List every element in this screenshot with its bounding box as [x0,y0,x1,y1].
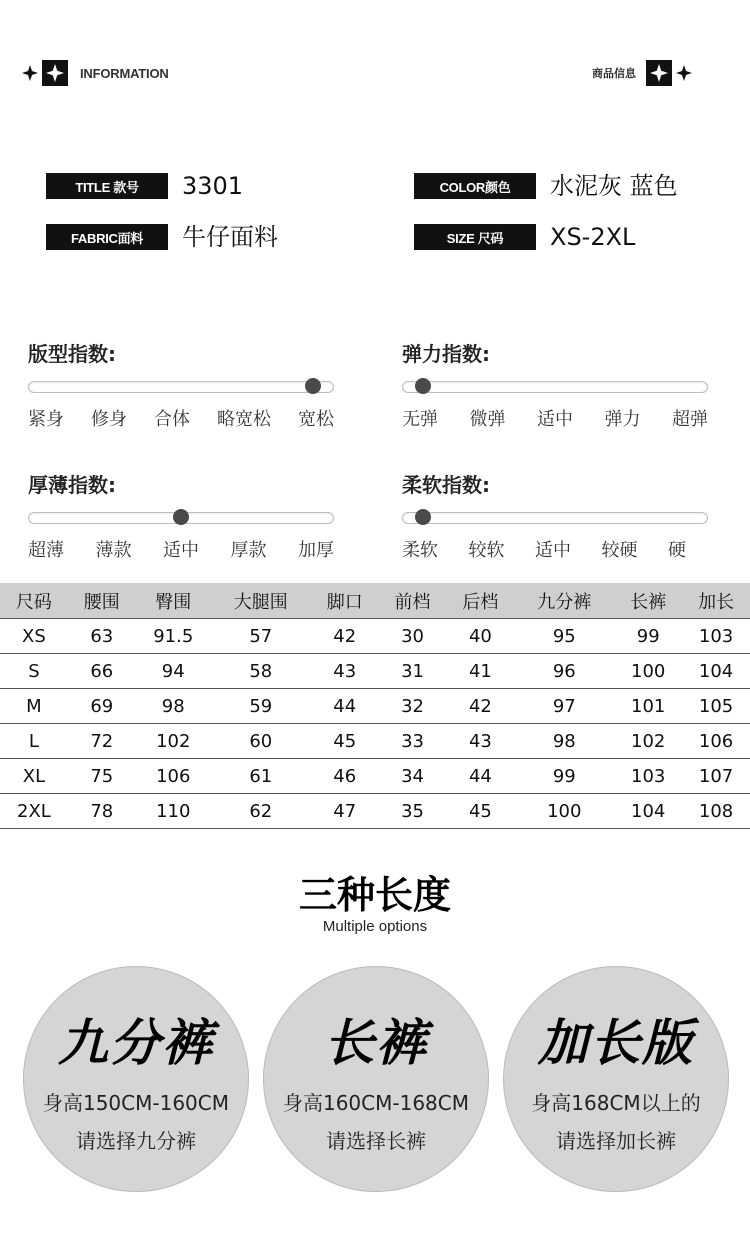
length-option-long [503,966,729,1192]
table-cell: 58 [211,654,311,689]
sparkle-icon [22,65,38,81]
table-row [0,759,750,794]
thickness-index-title: 厚薄指数: [28,473,116,497]
fabric-tag: FABRIC面料 [46,224,168,250]
thickness-index [28,469,334,562]
title-value: 3301 [182,172,244,200]
table-cell: 106 [682,724,750,759]
index-label: 薄款 [95,540,132,561]
table-cell: 41 [446,654,514,689]
table-cell: 30 [379,619,447,654]
size-tag: SIZE 尺码 [414,224,536,250]
table-cell: S [0,654,68,689]
table-cell: 75 [68,759,136,794]
table-cell: 100 [514,794,614,829]
header-information-label: INFORMATION [80,65,169,81]
table-cell: 104 [614,794,682,829]
table-cell: 94 [136,654,211,689]
table-cell: XL [0,759,68,794]
table-cell: 104 [682,654,750,689]
table-cell: 110 [136,794,211,829]
index-label: 硬 [668,540,686,561]
table-cell: 78 [68,794,136,829]
table-cell: 43 [446,724,514,759]
sparkle-box-icon [646,60,672,86]
table-cell: 46 [311,759,379,794]
thickness-index-knob [173,509,189,525]
table-header-cell: 长裤 [614,583,682,619]
sparkle-box-icon [42,60,68,86]
elasticity-index-labels [402,405,708,431]
table-cell: 60 [211,724,311,759]
table-cell: 102 [136,724,211,759]
table-cell: 105 [682,689,750,724]
table-cell: 45 [446,794,514,829]
table-cell: XS [0,619,68,654]
table-cell: 33 [379,724,447,759]
index-label: 无弹 [402,409,438,430]
table-header-cell: 大腿围 [211,583,311,619]
lengths-title: 三种长度 [298,873,451,917]
table-cell: 97 [514,689,614,724]
index-label: 紧身 [28,409,64,430]
fit-index-labels [28,405,334,431]
table-header-cell: 脚口 [311,583,379,619]
table-row [0,619,750,654]
fit-index-title: 版型指数: [28,342,116,366]
table-cell: 62 [211,794,311,829]
table-cell: 32 [379,689,447,724]
softness-index-labels [402,536,708,562]
color-value: 水泥灰 蓝色 [550,172,678,200]
index-label: 宽松 [298,409,334,430]
index-label: 超弹 [672,409,708,430]
lengths-subtitle: Multiple options [322,918,428,935]
fabric-value: 牛仔面料 [182,223,278,251]
index-label: 合体 [154,409,190,430]
index-label: 微弹 [469,409,506,430]
table-header-cell: 前档 [379,583,447,619]
length-option-height: 身高150CM-160CM [42,1091,229,1115]
table-cell: 107 [682,759,750,794]
length-option-cropped [23,966,249,1192]
table-cell: 99 [514,759,614,794]
elasticity-index [402,338,708,431]
index-label: 略宽松 [217,409,271,430]
size-table [0,583,750,829]
table-cell: L [0,724,68,759]
table-cell: 31 [379,654,447,689]
index-label: 适中 [537,409,573,430]
table-cell: 35 [379,794,447,829]
table-cell: 108 [682,794,750,829]
table-cell: 101 [614,689,682,724]
table-header-cell: 臀围 [136,583,211,619]
title-tag: TITLE 款号 [46,173,168,199]
table-cell: 72 [68,724,136,759]
index-label: 修身 [91,409,127,430]
table-cell: 44 [446,759,514,794]
length-option-hint: 请选择加长裤 [556,1129,676,1153]
softness-index-knob [415,509,431,525]
table-cell: 2XL [0,794,68,829]
table-cell: 57 [211,619,311,654]
index-label: 柔软 [402,540,438,561]
color-tag: COLOR颜色 [414,173,536,199]
table-cell: 63 [68,619,136,654]
header-right [592,60,692,86]
table-cell: 103 [682,619,750,654]
softness-index-track [402,512,708,524]
header-product-info-label: 商品信息 [592,67,636,80]
fit-index-track [28,381,334,393]
thickness-index-labels [28,536,334,562]
softness-index-title: 柔软指数: [402,473,490,497]
elasticity-index-track [402,381,708,393]
index-label: 较软 [468,540,505,561]
size-value: XS-2XL [550,223,636,251]
fit-index [28,338,334,431]
table-row [0,724,750,759]
table-cell: 66 [68,654,136,689]
index-label: 弹力 [604,409,641,430]
table-cell: 47 [311,794,379,829]
table-cell: 99 [614,619,682,654]
table-cell: 59 [211,689,311,724]
thickness-index-track [28,512,334,524]
table-header-cell: 加长 [682,583,750,619]
index-label: 适中 [535,540,571,561]
table-cell: 45 [311,724,379,759]
table-cell: M [0,689,68,724]
table-cell: 95 [514,619,614,654]
table-cell: 61 [211,759,311,794]
table-row [0,794,750,829]
table-header-cell: 腰围 [68,583,136,619]
table-cell: 106 [136,759,211,794]
table-header-cell: 后档 [446,583,514,619]
table-cell: 103 [614,759,682,794]
elasticity-index-knob [415,378,431,394]
fit-index-knob [305,378,321,394]
length-option-regular [263,966,489,1192]
length-option-name: 九分裤 [58,1014,214,1072]
table-cell: 44 [311,689,379,724]
table-cell: 91.5 [136,619,211,654]
table-header-cell: 尺码 [0,583,68,619]
header-left [22,60,169,86]
table-cell: 42 [311,619,379,654]
table-cell: 40 [446,619,514,654]
table-cell: 102 [614,724,682,759]
table-cell: 100 [614,654,682,689]
table-cell: 34 [379,759,447,794]
table-row [0,654,750,689]
table-row [0,689,750,724]
table-cell: 69 [68,689,136,724]
index-label: 适中 [163,540,199,561]
length-option-hint: 请选择长裤 [326,1129,426,1153]
table-cell: 98 [136,689,211,724]
index-label: 超薄 [28,540,64,561]
length-option-height: 身高160CM-168CM [282,1091,469,1115]
length-option-hint: 请选择九分裤 [76,1129,196,1153]
index-label: 较硬 [601,540,638,561]
length-option-name: 加长版 [538,1014,694,1072]
length-option-name: 长裤 [324,1014,428,1072]
table-cell: 96 [514,654,614,689]
size-table-header [0,583,750,619]
table-cell: 98 [514,724,614,759]
table-cell: 43 [311,654,379,689]
table-cell: 42 [446,689,514,724]
elasticity-index-title: 弹力指数: [402,342,490,366]
sparkle-icon [676,65,692,81]
length-option-height: 身高168CM以上的 [531,1091,701,1115]
index-label: 加厚 [298,540,334,561]
table-header-cell: 九分裤 [514,583,614,619]
index-label: 厚款 [230,540,267,561]
softness-index [402,469,708,562]
